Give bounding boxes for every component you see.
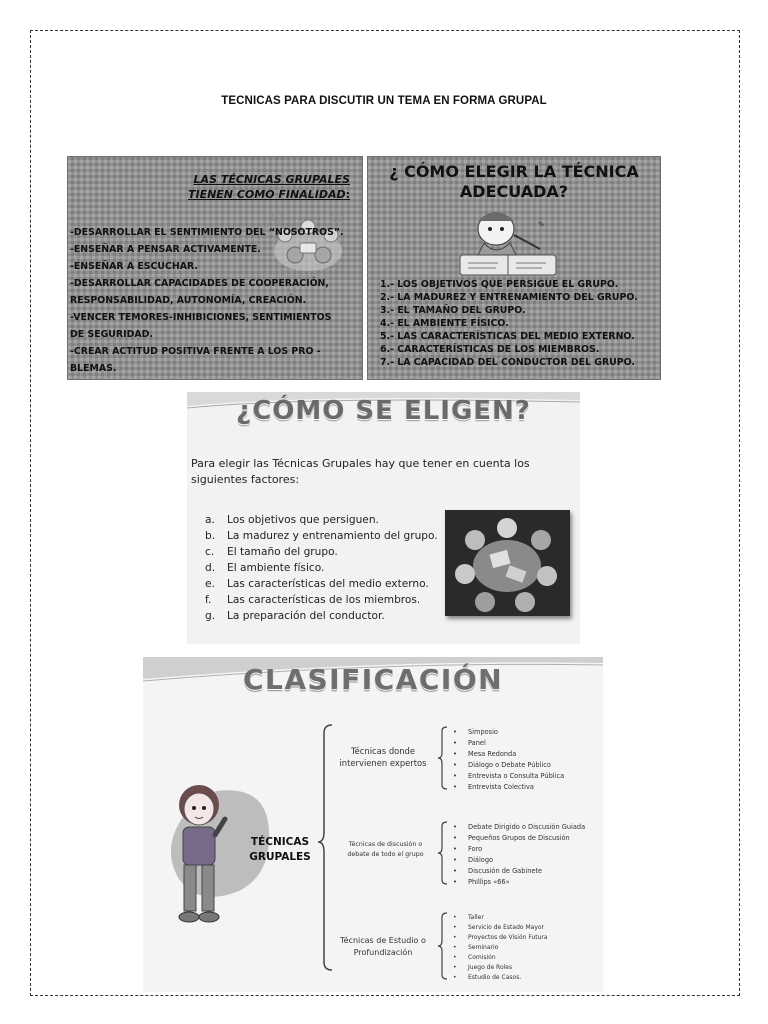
list-item: • Diálogo — [451, 855, 585, 866]
list-item: • Mesa Redonda — [451, 749, 564, 760]
list-item: • Entrevista o Consulta Pública — [451, 771, 564, 782]
factors-list — [205, 512, 455, 624]
document-title: TECNICAS PARA DISCUTIR UN TEMA EN FORMA GRUPAL — [221, 95, 547, 107]
list-item: • Seminario — [451, 943, 548, 953]
category-expertos: Técnicas donde intervienen expertos — [339, 746, 427, 768]
list-item: • Foro — [451, 844, 585, 855]
list-item: c. El tamaño del grupo. — [205, 546, 338, 558]
list-item: 6.- CARACTERÍSTICAS DE LOS MIEMBROS. — [380, 344, 600, 355]
slide-clasificacion — [143, 657, 603, 992]
thinking-boy-icon — [448, 205, 568, 281]
list-item: a. Los objetivos que persiguen. — [205, 514, 379, 526]
list-item: d. El ambiente físico. — [205, 562, 325, 574]
list-item: b. La madurez y entrenamiento del grupo. — [205, 530, 438, 542]
como-elegir-list — [380, 278, 660, 369]
meeting-photo — [445, 510, 570, 616]
list-item: DE SEGURIDAD. — [70, 329, 154, 340]
list-item: 2.- LA MADUREZ Y ENTRENAMIENTO DEL GRUPO. — [380, 292, 638, 303]
list-item: 1.- LOS OBJETIVOS QUE PERSIGUE EL GRUPO. — [380, 279, 619, 290]
list-item: e. Las características del medio externo. — [205, 578, 429, 590]
list-item: • Phillips «66» — [451, 877, 585, 888]
clasificacion-title: CLASIFICACIÓN — [242, 663, 504, 696]
list-item: • Debate Dirigido o Discusión Guiada — [451, 822, 585, 833]
list-item: -ENSEÑAR A ESCUCHAR. — [70, 261, 198, 272]
discusion-list — [451, 822, 585, 888]
list-item: g. La preparación del conductor. — [205, 610, 385, 622]
list-item: -DESARROLLAR CAPACIDADES DE COOPERACIÓN, — [70, 278, 329, 289]
list-item: -CREAR ACTITUD POSITIVA FRENTE A LOS PRO - — [70, 346, 321, 357]
list-item: 4.- EL AMBIENTE FÍSICO. — [380, 318, 509, 329]
list-item: • Juego de Roles — [451, 963, 548, 973]
slide-como-elegir — [367, 156, 661, 380]
estudio-list — [451, 913, 548, 983]
list-item: • Discusión de Gabinete — [451, 866, 585, 877]
list-item: 5.- LAS CARACTERÍSTICAS DEL MEDIO EXTERNO. — [380, 331, 635, 342]
list-item: 7.- LA CAPACIDAD DEL CONDUCTOR DEL GRUPO. — [380, 357, 635, 368]
slide-finalidad — [67, 156, 363, 380]
expertos-list — [451, 727, 564, 793]
list-item: f. Las características de los miembros. — [205, 594, 421, 606]
list-item: • Diálogo o Debate Público — [451, 760, 564, 771]
list-item: BLEMAS. — [70, 363, 117, 374]
list-item: -VENCER TEMORES-INHIBICIONES, SENTIMIENTOS — [70, 312, 332, 323]
list-item: • Panel — [451, 738, 564, 749]
list-item: • Entrevista Colectiva — [451, 782, 564, 793]
tecnicas-grupales-label: TÉCNICAS GRUPALES — [249, 836, 311, 863]
list-item: • Estudio de Casos. — [451, 973, 548, 983]
list-item: • Proyectos de Visión Futura — [451, 933, 548, 943]
list-item: • Servicio de Estado Mayor — [451, 923, 548, 933]
list-item: • Pequeños Grupos de Discusión — [451, 833, 585, 844]
category-discusion: Técnicas de discusión o debate de todo el grupo — [347, 841, 424, 858]
como-se-eligen-intro: Para elegir las Técnicas Grupales hay que tener en cuenta los siguientes factores: — [191, 457, 530, 486]
list-item: 3.- EL TAMAÑO DEL GRUPO. — [380, 305, 526, 316]
list-item: -ENSEÑAR A PENSAR ACTIVAMENTE. — [70, 244, 261, 255]
finalidad-heading: LAS TÉCNICAS GRUPALES TIENEN COMO FINALIDAD: — [187, 173, 350, 201]
svg-text:✎: ✎ — [538, 220, 545, 229]
list-item: • Simposio — [451, 727, 564, 738]
list-item: -DESARROLLAR EL SENTIMIENTO DEL “NOSOTROS”. — [70, 227, 344, 238]
finalidad-list — [70, 224, 360, 377]
como-elegir-heading: ¿ CÓMO ELEGIR LA TÉCNICA ADECUADA? — [389, 162, 639, 201]
list-item: RESPONSABILIDAD, AUTONOMÍA, CREACIÓN. — [70, 295, 307, 306]
list-item: • Comisión — [451, 953, 548, 963]
slide-como-se-eligen — [187, 392, 580, 644]
category-estudio: Técnicas de Estudio o Profundización — [340, 936, 426, 957]
list-item: • Taller — [451, 913, 548, 923]
como-se-eligen-title: ¿CÓMO SE ELIGEN? — [236, 396, 531, 426]
